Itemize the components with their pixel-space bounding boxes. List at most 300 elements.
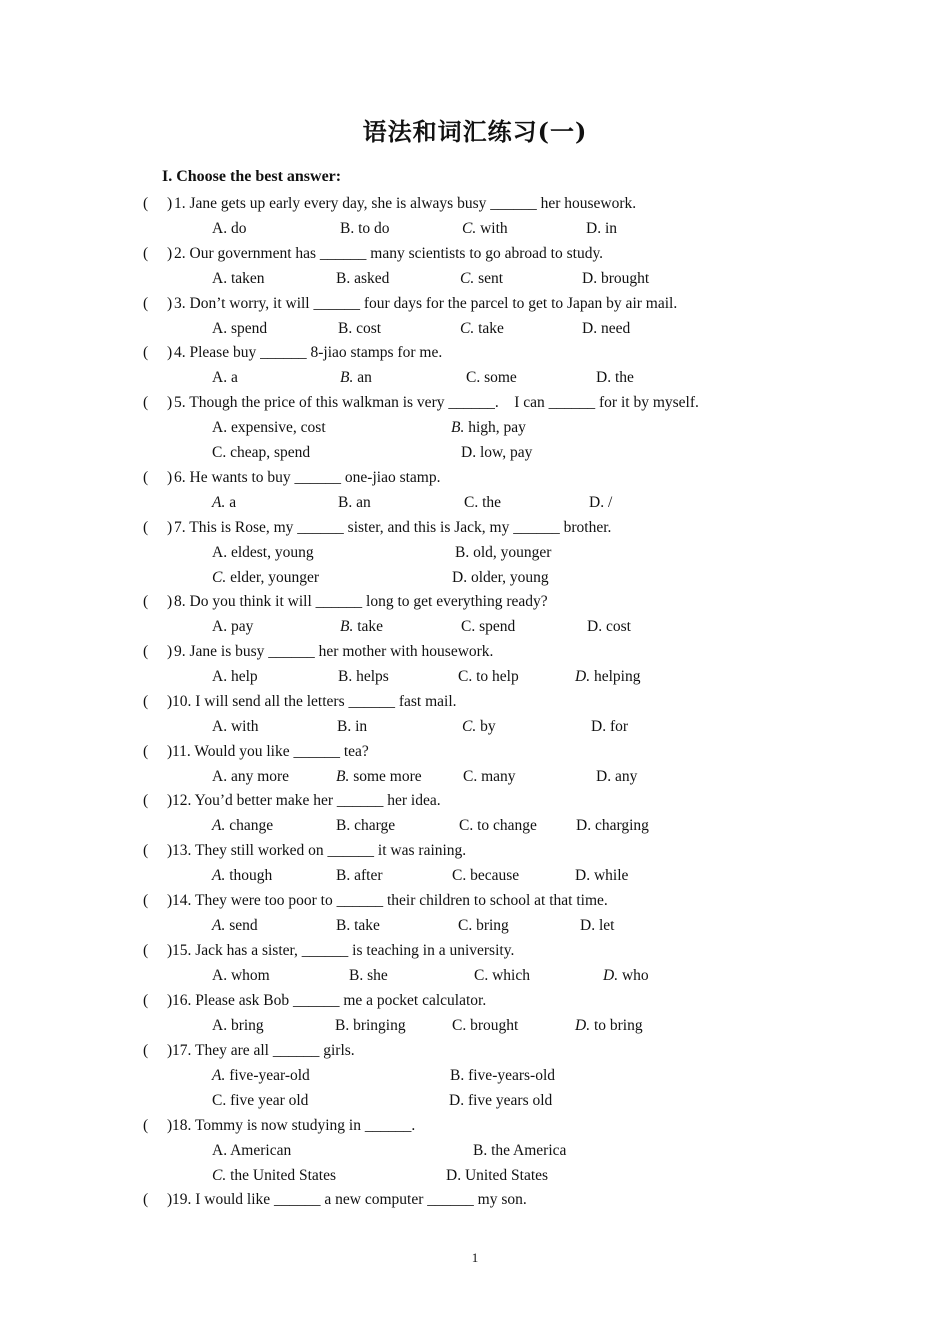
question-row	[0, 394, 950, 418]
answer-blank-close: )	[167, 593, 173, 610]
option-letter: D.	[575, 1017, 591, 1034]
question-text	[172, 792, 441, 810]
option-text: pay	[227, 618, 254, 635]
option-c	[463, 768, 516, 786]
answer-blank-close: )	[167, 992, 173, 1009]
option-text: old, younger	[469, 544, 552, 561]
option-c	[452, 1017, 518, 1035]
option-c	[474, 967, 530, 985]
option-letter: A.	[212, 618, 228, 635]
question-text	[172, 1042, 355, 1060]
answer-blank-close: )	[167, 519, 173, 536]
option-letter: C.	[462, 220, 477, 237]
option-text: brought	[597, 270, 650, 287]
question-stem: They are all ______ girls.	[191, 1042, 355, 1059]
option-text: whom	[227, 967, 270, 984]
option-letter: B.	[336, 270, 351, 287]
answer-blank-open: (	[143, 643, 149, 660]
answer-blank-open: (	[143, 693, 149, 710]
option-a	[212, 1142, 291, 1160]
option-a	[212, 494, 236, 512]
option-d	[587, 618, 631, 636]
option-text: eldest, young	[227, 544, 314, 561]
answer-blank-open: (	[143, 1191, 149, 1208]
option-letter: B.	[349, 967, 364, 984]
option-letter: C.	[459, 817, 474, 834]
question-number: 17.	[172, 1042, 192, 1059]
option-text: help	[227, 668, 258, 685]
answer-blank-close: )	[167, 842, 173, 859]
option-c	[212, 569, 319, 587]
option-letter: C.	[458, 668, 473, 685]
option-a	[212, 668, 258, 686]
question-text	[174, 394, 699, 412]
option-b	[451, 419, 526, 437]
question-stem: Don’t worry, it will ______ four days for the parcel to get to Japan by air mail.	[185, 295, 678, 312]
option-text: American	[227, 1142, 292, 1159]
option-text: brought	[466, 1017, 519, 1034]
answer-blank-close: )	[167, 1117, 173, 1134]
answer-blank-close: )	[167, 195, 173, 212]
option-text: charging	[591, 817, 649, 834]
option-letter: C.	[466, 369, 481, 386]
question-stem: They still worked on ______ it was raining.	[191, 842, 467, 859]
option-text: an	[352, 494, 371, 511]
option-letter: A.	[212, 544, 228, 561]
question-stem: Do you think it will ______ long to get everything ready?	[185, 593, 548, 610]
option-text: in	[601, 220, 618, 237]
question-text	[172, 842, 466, 860]
question-row	[0, 469, 950, 493]
option-b	[340, 220, 390, 238]
option-letter: C.	[474, 967, 489, 984]
answer-blank-open: (	[143, 469, 149, 486]
option-text: five year old	[226, 1092, 309, 1109]
option-text: any	[611, 768, 638, 785]
option-text: take	[474, 320, 504, 337]
option-text: bring	[472, 917, 509, 934]
question-row	[0, 643, 950, 667]
option-c	[460, 320, 504, 338]
question-row	[0, 842, 950, 866]
option-text: sent	[474, 270, 504, 287]
option-a	[212, 867, 272, 885]
option-text: cheap, spend	[226, 444, 311, 461]
question-stem: I would like ______ a new computer ______ my son.	[191, 1191, 527, 1208]
option-b	[336, 917, 380, 935]
question-text	[172, 942, 514, 960]
answer-blank-open: (	[143, 743, 149, 760]
option-b	[337, 718, 367, 736]
option-letter: C.	[212, 569, 227, 586]
option-text: elder, younger	[226, 569, 319, 586]
option-letter: D.	[591, 718, 607, 735]
answer-blank-open: (	[143, 892, 149, 909]
answer-blank-open: (	[143, 519, 149, 536]
option-letter: A.	[212, 768, 228, 785]
option-d	[449, 1092, 552, 1110]
option-letter: B.	[451, 419, 465, 436]
question-text	[172, 693, 457, 711]
question-stem: Please buy ______ 8-jiao stamps for me.	[185, 344, 443, 361]
option-text: a	[227, 369, 238, 386]
answer-blank-close: )	[167, 295, 173, 312]
option-a	[212, 917, 258, 935]
option-a	[212, 817, 273, 835]
option-text: the	[478, 494, 502, 511]
option-text: an	[353, 369, 372, 386]
question-number: 7.	[174, 519, 186, 536]
option-b	[338, 494, 371, 512]
option-letter: C.	[212, 1092, 227, 1109]
question-text	[174, 469, 440, 487]
option-text: taken	[227, 270, 265, 287]
option-letter: A.	[212, 369, 228, 386]
option-letter: A.	[212, 320, 228, 337]
answer-blank-open: (	[143, 394, 149, 411]
option-b	[473, 1142, 566, 1160]
option-letter: C.	[464, 494, 479, 511]
option-a	[212, 320, 267, 338]
option-a	[212, 270, 265, 288]
answer-blank-close: )	[167, 1042, 173, 1059]
answer-blank-open: (	[143, 792, 149, 809]
question-row	[0, 295, 950, 319]
option-a	[212, 1067, 310, 1085]
option-letter: B.	[340, 369, 354, 386]
option-c	[212, 1167, 336, 1185]
option-letter: C.	[462, 718, 477, 735]
option-letter: A.	[212, 817, 226, 834]
option-letter: C.	[463, 768, 478, 785]
option-letter: D.	[575, 867, 591, 884]
question-stem: He wants to buy ______ one-jiao stamp.	[185, 469, 441, 486]
option-c	[464, 494, 501, 512]
question-stem: They were too poor to ______ their children to school at that time.	[191, 892, 608, 909]
answer-blank-close: )	[167, 892, 173, 909]
option-text: some more	[349, 768, 422, 785]
option-letter: B.	[340, 618, 354, 635]
option-d	[582, 270, 649, 288]
option-text: for	[606, 718, 629, 735]
option-text: to do	[354, 220, 390, 237]
question-number: 4.	[174, 344, 186, 361]
option-letter: A.	[212, 967, 228, 984]
option-d	[591, 718, 628, 736]
option-letter: D.	[580, 917, 596, 934]
option-letter: B.	[450, 1067, 465, 1084]
option-letter: A.	[212, 1017, 228, 1034]
option-text: take	[353, 618, 384, 635]
question-row	[0, 519, 950, 543]
option-text: helping	[590, 668, 641, 685]
option-text: bring	[227, 1017, 264, 1034]
option-text: in	[351, 718, 368, 735]
answer-blank-close: )	[167, 643, 173, 660]
option-letter: B.	[340, 220, 355, 237]
option-letter: C.	[212, 444, 227, 461]
option-b	[340, 618, 383, 636]
option-c	[462, 718, 496, 736]
option-letter: D.	[582, 270, 598, 287]
option-a	[212, 220, 246, 238]
option-b	[349, 967, 388, 985]
option-letter: D.	[461, 444, 477, 461]
option-letter: C.	[452, 1017, 467, 1034]
option-text: with	[227, 718, 259, 735]
answer-blank-close: )	[167, 344, 173, 361]
question-text	[172, 892, 608, 910]
question-stem: You’d better make her ______ her idea.	[191, 792, 441, 809]
option-d	[582, 320, 630, 338]
option-text: cost	[602, 618, 631, 635]
option-letter: D.	[596, 369, 612, 386]
option-b	[336, 817, 395, 835]
option-text: /	[604, 494, 613, 511]
option-letter: A.	[212, 917, 226, 934]
option-text: which	[488, 967, 530, 984]
option-letter: A.	[212, 1067, 226, 1084]
option-c	[452, 867, 519, 885]
option-letter: D.	[582, 320, 598, 337]
question-text	[172, 1117, 415, 1135]
question-text	[172, 743, 369, 761]
option-text: high, pay	[464, 419, 526, 436]
question-stem: Jane is busy ______ her mother with housework.	[185, 643, 494, 660]
option-c	[459, 817, 537, 835]
option-text: United States	[461, 1167, 549, 1184]
option-letter: B.	[338, 494, 353, 511]
option-text: while	[590, 867, 629, 884]
question-row	[0, 1117, 950, 1141]
question-number: 2.	[174, 245, 186, 262]
page-title: 语法和词汇练习(一)	[362, 117, 588, 146]
option-text: cost	[352, 320, 382, 337]
option-text: bringing	[349, 1017, 406, 1034]
option-c	[466, 369, 517, 387]
option-letter: D.	[449, 1092, 465, 1109]
question-text	[174, 593, 548, 611]
option-text: the United States	[226, 1167, 336, 1184]
question-stem: Please ask Bob ______ me a pocket calculator.	[191, 992, 487, 1009]
option-text: by	[476, 718, 496, 735]
answer-blank-close: )	[167, 792, 173, 809]
option-d	[576, 817, 649, 835]
option-b	[338, 320, 381, 338]
option-text: though	[225, 867, 273, 884]
question-number: 3.	[174, 295, 186, 312]
option-letter: C.	[458, 917, 473, 934]
option-d	[586, 220, 617, 238]
option-letter: D.	[603, 967, 619, 984]
question-text	[174, 195, 636, 213]
option-b	[335, 1017, 406, 1035]
option-text: low, pay	[476, 444, 533, 461]
question-text	[174, 295, 677, 313]
answer-blank-open: (	[143, 344, 149, 361]
option-letter: A.	[212, 419, 228, 436]
answer-blank-open: (	[143, 942, 149, 959]
question-text	[174, 344, 442, 362]
question-number: 10.	[172, 693, 192, 710]
question-row	[0, 992, 950, 1016]
option-a	[212, 618, 253, 636]
answer-blank-open: (	[143, 295, 149, 312]
option-c	[461, 618, 515, 636]
option-letter: B.	[338, 668, 353, 685]
question-stem: Jack has a sister, ______ is teaching in a university.	[191, 942, 515, 959]
option-text: a	[225, 494, 237, 511]
option-text: who	[618, 967, 649, 984]
option-letter: C.	[461, 618, 476, 635]
question-row	[0, 892, 950, 916]
option-a	[212, 1017, 264, 1035]
answer-blank-close: )	[167, 245, 173, 262]
answer-blank-open: (	[143, 992, 149, 1009]
section-heading: I. Choose the best answer:	[162, 168, 342, 185]
option-letter: A.	[212, 1142, 228, 1159]
question-text	[172, 1191, 527, 1209]
option-letter: B.	[336, 867, 351, 884]
answer-blank-close: )	[167, 469, 173, 486]
answer-blank-open: (	[143, 245, 149, 262]
option-a	[212, 419, 326, 437]
option-text: expensive, cost	[227, 419, 326, 436]
question-stem: Though the price of this walkman is very ______. I can ______ for it by myself.	[185, 394, 699, 411]
option-a	[212, 718, 259, 736]
option-letter: C.	[460, 320, 475, 337]
option-b	[336, 270, 389, 288]
option-letter: D.	[589, 494, 605, 511]
question-stem: I will send all the letters ______ fast mail.	[191, 693, 457, 710]
option-text: older, young	[467, 569, 549, 586]
option-letter: B.	[338, 320, 353, 337]
option-text: spend	[475, 618, 516, 635]
question-stem: Our government has ______ many scientists to go abroad to study.	[185, 245, 604, 262]
option-text: she	[363, 967, 388, 984]
option-letter: A.	[212, 718, 228, 735]
option-text: send	[225, 917, 258, 934]
question-row	[0, 792, 950, 816]
option-d	[596, 768, 637, 786]
option-text: the	[611, 369, 634, 386]
question-number: 8.	[174, 593, 186, 610]
option-letter: A.	[212, 668, 228, 685]
option-b	[338, 668, 389, 686]
option-text: need	[597, 320, 631, 337]
option-text: the America	[487, 1142, 567, 1159]
option-letter: B.	[335, 1017, 350, 1034]
option-letter: B.	[336, 817, 351, 834]
question-stem: Would you like ______ tea?	[190, 743, 369, 760]
option-text: let	[595, 917, 615, 934]
question-number: 11.	[172, 743, 191, 760]
option-letter: D.	[586, 220, 602, 237]
option-letter: A.	[212, 270, 228, 287]
question-row	[0, 1191, 950, 1215]
option-b	[455, 544, 551, 562]
question-text	[174, 245, 603, 263]
question-stem: Jane gets up early every day, she is always busy ______ her housework.	[185, 195, 637, 212]
option-d	[461, 444, 532, 462]
option-d	[596, 369, 634, 387]
answer-blank-close: )	[167, 1191, 173, 1208]
question-number: 18.	[172, 1117, 192, 1134]
option-text: take	[350, 917, 380, 934]
question-number: 15.	[172, 942, 192, 959]
option-text: after	[350, 867, 383, 884]
question-row	[0, 942, 950, 966]
answer-blank-open: (	[143, 593, 149, 610]
option-a	[212, 544, 314, 562]
option-letter: B.	[473, 1142, 488, 1159]
option-d	[580, 917, 614, 935]
option-c	[458, 917, 509, 935]
answer-blank-open: (	[143, 1117, 149, 1134]
option-text: do	[227, 220, 247, 237]
option-letter: B.	[455, 544, 470, 561]
option-text: charge	[350, 817, 396, 834]
option-text: helps	[352, 668, 389, 685]
option-d	[452, 569, 549, 587]
option-letter: C.	[460, 270, 475, 287]
option-d	[575, 867, 628, 885]
option-letter: D.	[452, 569, 468, 586]
question-row	[0, 593, 950, 617]
question-number: 19.	[172, 1191, 192, 1208]
option-c	[212, 444, 310, 462]
question-row	[0, 245, 950, 269]
option-letter: D.	[587, 618, 603, 635]
option-text: many	[477, 768, 516, 785]
question-number: 5.	[174, 394, 186, 411]
answer-blank-open: (	[143, 195, 149, 212]
question-row	[0, 344, 950, 368]
option-d	[603, 967, 649, 985]
option-d	[575, 1017, 643, 1035]
option-letter: C.	[212, 1167, 227, 1184]
option-text: to bring	[590, 1017, 643, 1034]
question-number: 6.	[174, 469, 186, 486]
question-number: 9.	[174, 643, 186, 660]
option-text: asked	[350, 270, 390, 287]
page-number: 1	[471, 1250, 479, 1265]
option-c	[460, 270, 503, 288]
question-number: 12.	[172, 792, 192, 809]
option-d	[446, 1167, 548, 1185]
option-letter: A.	[212, 220, 228, 237]
option-text: change	[225, 817, 274, 834]
option-d	[589, 494, 612, 512]
option-c	[462, 220, 508, 238]
option-letter: D.	[576, 817, 592, 834]
question-number: 14.	[172, 892, 192, 909]
option-a	[212, 369, 238, 387]
option-letter: B.	[337, 718, 352, 735]
question-text	[174, 643, 493, 661]
option-a	[212, 967, 270, 985]
option-b	[336, 768, 422, 786]
answer-blank-close: )	[167, 743, 173, 760]
option-text: any more	[227, 768, 290, 785]
question-row	[0, 743, 950, 767]
question-number: 1.	[174, 195, 186, 212]
option-text: to help	[472, 668, 519, 685]
answer-blank-open: (	[143, 1042, 149, 1059]
option-text: five-years-old	[464, 1067, 556, 1084]
option-letter: A.	[212, 867, 226, 884]
option-c	[212, 1092, 308, 1110]
